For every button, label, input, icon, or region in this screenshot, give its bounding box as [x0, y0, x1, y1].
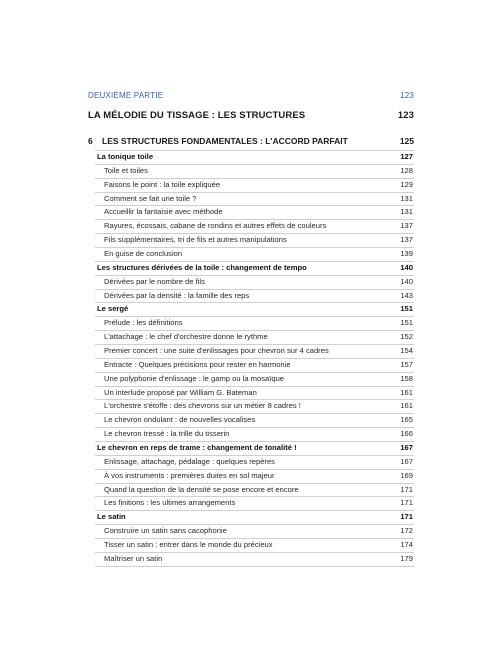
toc-entry [95, 372, 414, 386]
toc-entry [95, 469, 414, 483]
toc-entry-label: Faisons le point : la toile expliquée [104, 179, 221, 189]
toc-entry [95, 275, 414, 289]
toc-entry-page: 137 [400, 235, 413, 245]
toc-section-page: 127 [400, 152, 413, 161]
toc-entry [95, 538, 414, 552]
toc-entry [95, 399, 414, 413]
toc-entry-label: En guise de conclusion [104, 249, 183, 259]
toc-entry-page: 140 [400, 276, 413, 286]
toc-section-page: 167 [400, 443, 413, 453]
toc-entry-page: 167 [400, 456, 413, 466]
toc-entry-label: Un interlude proposé par William G. Bateman [104, 387, 257, 397]
toc-section-title: La tonique toile [97, 152, 154, 161]
toc-entry [95, 386, 414, 400]
toc-entry-label: Entracte : Quelques précisions pour rester en harmonie [104, 359, 291, 369]
toc-entry [95, 344, 414, 358]
toc-section-heading [95, 511, 414, 524]
toc-section [95, 511, 414, 566]
toc-section-heading [95, 303, 414, 316]
toc-entry-label: Construire un satin sans cacophonie [104, 526, 227, 536]
section-title [88, 110, 414, 121]
toc-section-page: 140 [400, 262, 413, 272]
toc-entry-label: Tisser un satin : entrer dans le monde du précieux [104, 540, 273, 550]
toc-entry-page: 157 [400, 359, 413, 369]
toc-entry-label: À vos instruments : premières duites en sol majeur [104, 470, 275, 480]
toc-entry-page: 166 [400, 429, 413, 439]
toc-entry [95, 178, 414, 192]
toc-entry [95, 289, 414, 303]
toc-entry-label: Comment se fait une toile ? [104, 193, 197, 203]
toc-entry-label: Le chevron ondulant : de nouvelles vocalises [104, 415, 256, 425]
toc-entry [95, 233, 414, 247]
toc-section-heading [95, 442, 414, 455]
toc-entry-label: Premier concert : une suite d'enlissages pour chevron sur 4 cadres [104, 346, 329, 356]
toc-entry [95, 455, 414, 469]
chapter-page: 125 [399, 136, 414, 146]
toc-entry-page: 172 [400, 526, 413, 536]
chapter-heading [88, 136, 414, 146]
section-title-page: 123 [397, 110, 414, 121]
toc-entry-page: 137 [400, 221, 413, 231]
toc-entry [95, 192, 414, 206]
chapter-label: LES STRUCTURES FONDAMENTALES : L'ACCORD PARFAIT [102, 136, 348, 146]
toc-entry-label: Accueillir la fantaisie avec méthode [104, 207, 223, 217]
toc-entry [95, 524, 414, 538]
toc-entry-page: 151 [400, 318, 413, 328]
toc-section [95, 442, 414, 511]
toc-section-heading [95, 151, 414, 164]
toc-entry [95, 552, 414, 566]
toc-entry-label: Dérivées par le nombre de fils [104, 276, 205, 286]
toc-entry [95, 413, 414, 427]
toc-entry [95, 205, 414, 219]
toc-entry [95, 483, 414, 497]
toc-entry-label: Rayures, écossais, cabane de rondins et autres effets de couleurs [104, 221, 327, 231]
toc-entry [95, 358, 414, 372]
toc-entry [95, 496, 414, 510]
toc-section-title: Les structures dérivées de la toile : changement de tempo [97, 262, 307, 272]
part-heading [88, 91, 414, 100]
toc-entry [95, 247, 414, 261]
toc-entry-page: 171 [400, 484, 413, 494]
toc-entry-label: Une polyphonie d'enlissage : le gamp ou la mosaïque [104, 373, 285, 383]
toc-section-page: 151 [400, 304, 413, 314]
toc-entry-page: 152 [400, 332, 413, 342]
toc-entry-page: 158 [400, 373, 413, 383]
toc-entry-label: Enlissage, attachage, pédalage : quelques repères [104, 456, 275, 466]
chapter-number: 6 [88, 136, 93, 146]
toc-section-page: 171 [400, 512, 413, 522]
toc-entry-page: 174 [400, 540, 413, 550]
toc-entry [95, 219, 414, 233]
toc-entry-page: 128 [400, 165, 413, 175]
toc-entry-page: 131 [400, 207, 413, 217]
toc-list [95, 150, 414, 567]
toc-entry-page: 131 [400, 193, 413, 203]
toc-entry-page: 179 [400, 553, 413, 563]
toc-entry-label: Toile et toiles [104, 165, 148, 175]
toc-entry-label: Les finitions : les ultimes arrangements [104, 498, 236, 508]
part-page: 123 [400, 91, 414, 100]
toc-section-title: Le sergé [97, 304, 129, 314]
part-label: DEUXIÈME PARTIE [88, 91, 164, 100]
toc-entry-label: Prélude : les définitions [104, 318, 183, 328]
toc-entry [95, 316, 414, 330]
toc-section [95, 303, 414, 442]
toc-entry-page: 154 [400, 346, 413, 356]
toc-section [95, 151, 414, 262]
toc-entry-label: L'orchestre s'étoffe : des chevrons sur un métier 8 cadres ! [104, 401, 301, 411]
toc-section-heading [95, 262, 414, 275]
toc-entry-page: 169 [400, 470, 413, 480]
toc-entry-label: Fils supplémentaires, tri de fils et autres manipulations [104, 235, 287, 245]
toc-entry-label: Le chevron tressé : la trille du tisserin [104, 429, 230, 439]
toc-entry-page: 129 [400, 179, 413, 189]
toc-entry-page: 139 [400, 249, 413, 259]
toc-entry-label: L'attachage : le chef d'orchestre donne le rythme [104, 332, 268, 342]
toc-entry-page: 143 [400, 290, 413, 300]
toc-entry [95, 330, 414, 344]
toc-entry-page: 161 [400, 387, 413, 397]
toc-entry-page: 161 [400, 401, 413, 411]
toc-entry [95, 164, 414, 178]
toc-section-title: Le satin [97, 512, 126, 522]
toc-entry-page: 171 [400, 498, 413, 508]
toc-entry-label: Dérivées par la densité : la famille des reps [104, 290, 250, 300]
toc-entry-label: Maîtriser un satin [104, 553, 163, 563]
section-title-label: LA MÉLODIE DU TISSAGE : LES STRUCTURES [88, 110, 306, 121]
toc-entry-label: Quand la question de la densité se pose encore et encore [104, 484, 299, 494]
toc-entry-page: 165 [400, 415, 413, 425]
toc-section [95, 262, 414, 304]
toc-entry [95, 427, 414, 441]
toc-section-title: Le chevron en reps de trame : changement de tonalité ! [97, 443, 297, 453]
